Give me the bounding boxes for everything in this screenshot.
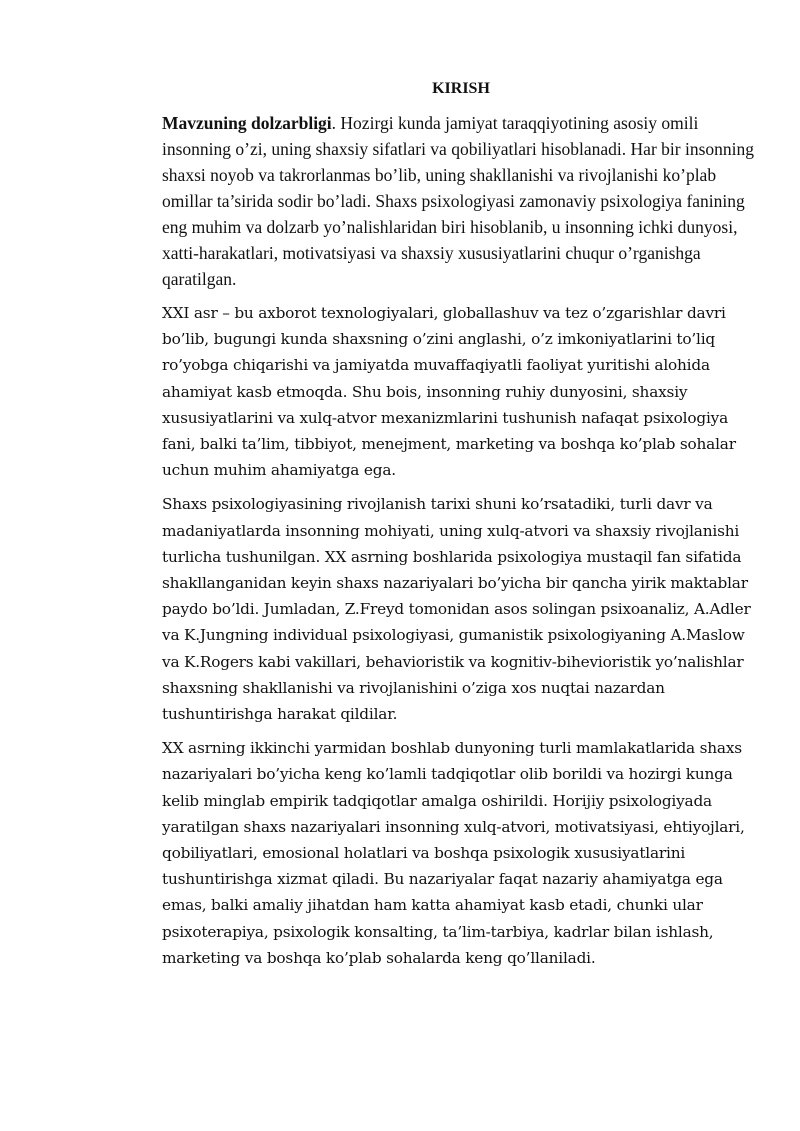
paragraph-history: Shaxs psixologiyasining rivojlanish tarixi shuni ko’rsatadiki, turli davr va madaniyatlarda insonning mohiyati, uning xulq-atvori va shaxsiy rivojlanishi turlicha tushunilgan. XX asrning boshlarida psixologiya mustaqil fan sifatida shakllanganidan keyin shaxs nazariyalari bo’yicha bir qancha yirik maktablar paydo bo’ldi. Jumladan, Z.Freyd tomonidan asos solingan psixoanaliz, A.Adler va K.Jungning individual psixologiyasi, gumanistik psixologiyaning A.Maslow va K.Rogers kabi vakillari, behavioristik va kognitiv-bihevioristik yo’nalishlar shaxsning shakllanishi va rivojlanishini o’ziga xos nuqtai nazardan tushuntirishga harakat qildilar. [162, 495, 751, 724]
paragraph-lead: Mavzuning dolzarbligi [162, 113, 332, 133]
lead-suffix: . [331, 113, 341, 133]
paragraph-second-half: XX asrning ikkinchi yarmidan boshlab dunyoning turli mamlakatlarida shaxs nazariyalari bo’yicha keng ko’lamli tadqiqotlar olib borildi va hozirgi kunga kelib minglab empirik tadqiqotlar amalga oshirildi. Horijiy psixologiyada yaratilgan shaxs nazariyalari insonning xulq-atvori, motivatsiyasi, ehtiyojlari, qobiliyatlari, emosional holatlari va boshqa psixologik xususiyatlarini tushuntirishga xizmat qiladi. Bu nazariyalar faqat nazariy ahamiyatga ega emas, balki amaliy jihatdan ham katta ahamiyat kasb etadi, chunki ular psixoterapiya, psixologik konsalting, ta’lim-tarbiya, kadrlar bilan ishlash, marketing va boshqa ko’plab sohalarda keng qo’llaniladi. [162, 739, 745, 967]
document-page [162, 78, 762, 979]
paragraph-relevance [162, 110, 762, 292]
paragraph-21st-century: XXI asr – bu axborot texnologiyalari, globallashuv va tez o’zgarishlar davri bo’lib, bugungi kunda shaxsning o’zini anglashi, o’z imkoniyatlarini to’liq ro’yobga chiqarishi va jamiyatda muvaffaqiyatli faoliyat yuritishi alohida ahamiyat kasb etmoqda. Shu bois, insonning ruhiy dunyosini, shaxsiy xususiyatlarini va xulq-atvor mexanizmlarini tushunish nafaqat psixologiya fani, balki ta’lim, tibbiyot, menejment, marketing va boshqa ko’plab sohalar uchun muhim ahamiyatga ega. [162, 304, 736, 480]
section-title: KIRISH [432, 80, 490, 97]
paragraph-text: Hozirgi kunda jamiyat taraqqiyotining asosiy omili insonning o’zi, uning shaxsiy sifatlari va qobiliyatlari hisoblanadi. Har bir insonning shaxsi noyob va takrorlanmas bo’lib, uning shakllanishi va rivojlanishi ko’plab omillar ta’sirida sodir bo’ladi. Shaxs psixologiyasi zamonaviy psixologiya fanining eng muhim va dolzarb yo’nalishlaridan biri hisoblanib, u insonning ichki dunyosi, xatti-harakatlari, motivatsiyasi va shaxsiy xususiyatlarini chuqur o’rganishga qaratilgan. [162, 113, 754, 289]
